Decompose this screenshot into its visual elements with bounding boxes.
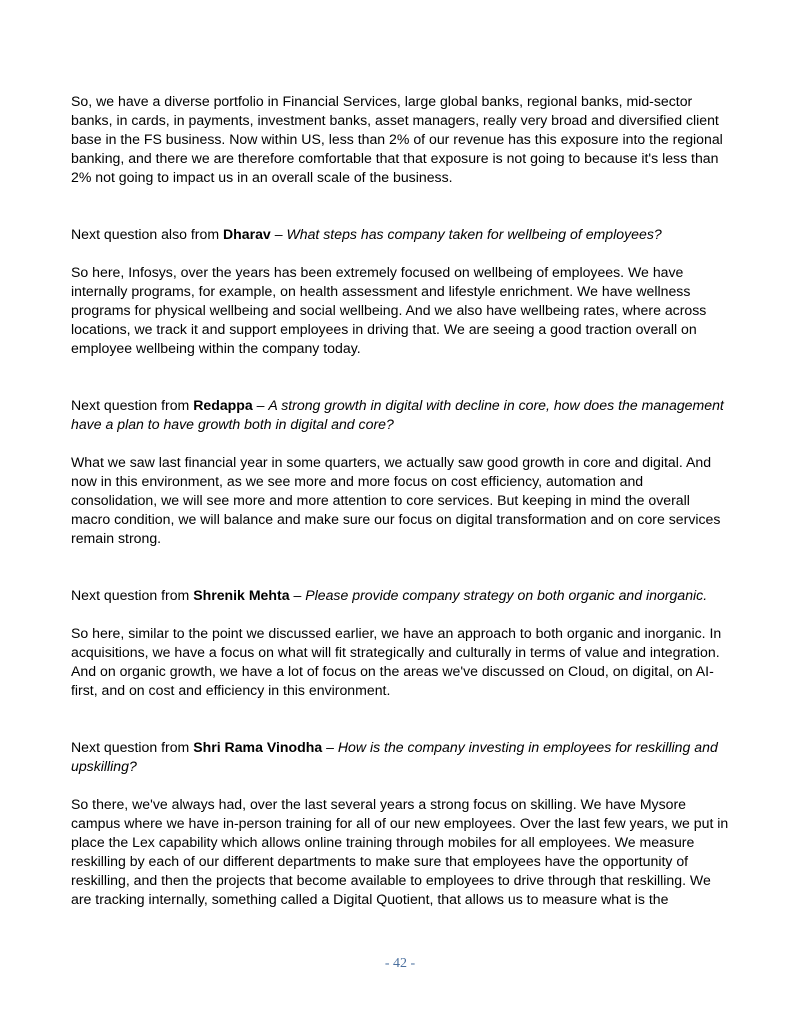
answer-paragraph-4: So here, similar to the point we discussed earlier, we have an approach to both organic and inorganic. In acquisitions, we have a focus on what will fit strategically and culturally in terms of value and integration. And on organic growth, we have a lot of focus on the areas we've discussed on Cloud, on digital, on AI-first, and on cost and efficiency in this environment. (71, 625, 722, 698)
page-number: - 42 - (384, 956, 416, 971)
question-text: What steps has company taken for wellbeing of employees? (286, 226, 662, 242)
question-separator: – (322, 739, 338, 755)
answer-paragraph-5: So there, we've always had, over the last several years a strong focus on skilling. We have Mysore campus where we have in-person training for all of our new employees. Over the last few years, we put in place the Lex capability which allows online training through mobiles for all employees. We measure reskilling by each of our different departments to make sure that employees have the opportunity of reskilling, and then the projects that become available to employees to drive through that reskilling. We are tracking internally, something called a Digital Quotient, that allows us to measure what is the (71, 796, 729, 907)
question-separator: – (252, 397, 269, 413)
question-prefix: Next question from (71, 587, 194, 603)
question-text: How is the company investing in employees for reskilling and upskilling? (71, 739, 718, 774)
asker-name: Dharav (222, 226, 271, 242)
question-paragraph-4 (71, 586, 731, 605)
question-prefix: Next question from (71, 397, 194, 413)
asker-name: Redappa (193, 397, 253, 413)
document-body (71, 92, 731, 947)
question-text: Please provide company strategy on both organic and inorganic. (305, 587, 708, 603)
answer-paragraph-2: So here, Infosys, over the years has been extremely focused on wellbeing of employees. We have internally programs, for example, on health assessment and lifestyle enrichment. We have wellness programs for physical wellbeing and social wellbeing. And we also have wellbeing rates, where across locations, we track it and support employees in driving that. We are seeing a good traction overall on employee wellbeing within the company today. (71, 264, 707, 356)
question-text: A strong growth in digital with decline in core, how does the management have a plan to have growth both in digital and core? (71, 397, 724, 432)
asker-name: Shrenik Mehta (193, 587, 290, 603)
question-paragraph-2 (71, 225, 731, 244)
asker-name: Shri Rama Vinodha (193, 739, 323, 755)
question-paragraph-5 (71, 738, 731, 776)
question-prefix: Next question from (71, 739, 194, 755)
question-paragraph-3 (71, 396, 731, 434)
question-prefix: Next question also from (71, 226, 223, 242)
question-separator: – (270, 226, 287, 242)
answer-paragraph-3: What we saw last financial year in some quarters, we actually saw good growth in core and digital. And now in this environment, as we see more and more focus on cost efficiency, automation and consolidation, we will see more and more attention to core services. But keeping in mind the overall macro condition, we will balance and make sure our focus on digital transformation and on core services remain strong. (71, 454, 721, 546)
answer-paragraph-1: So, we have a diverse portfolio in Financial Services, large global banks, regional banks, mid-sector banks, in cards, in payments, investment banks, asset managers, really very broad and diversified client base in the FS business. Now within US, less than 2% of our revenue has this exposure into the regional banking, and there we are therefore comfortable that that exposure is not going to because it's less than 2% not going to impact us in an overall scale of the business. (71, 93, 723, 185)
question-separator: – (289, 587, 306, 603)
